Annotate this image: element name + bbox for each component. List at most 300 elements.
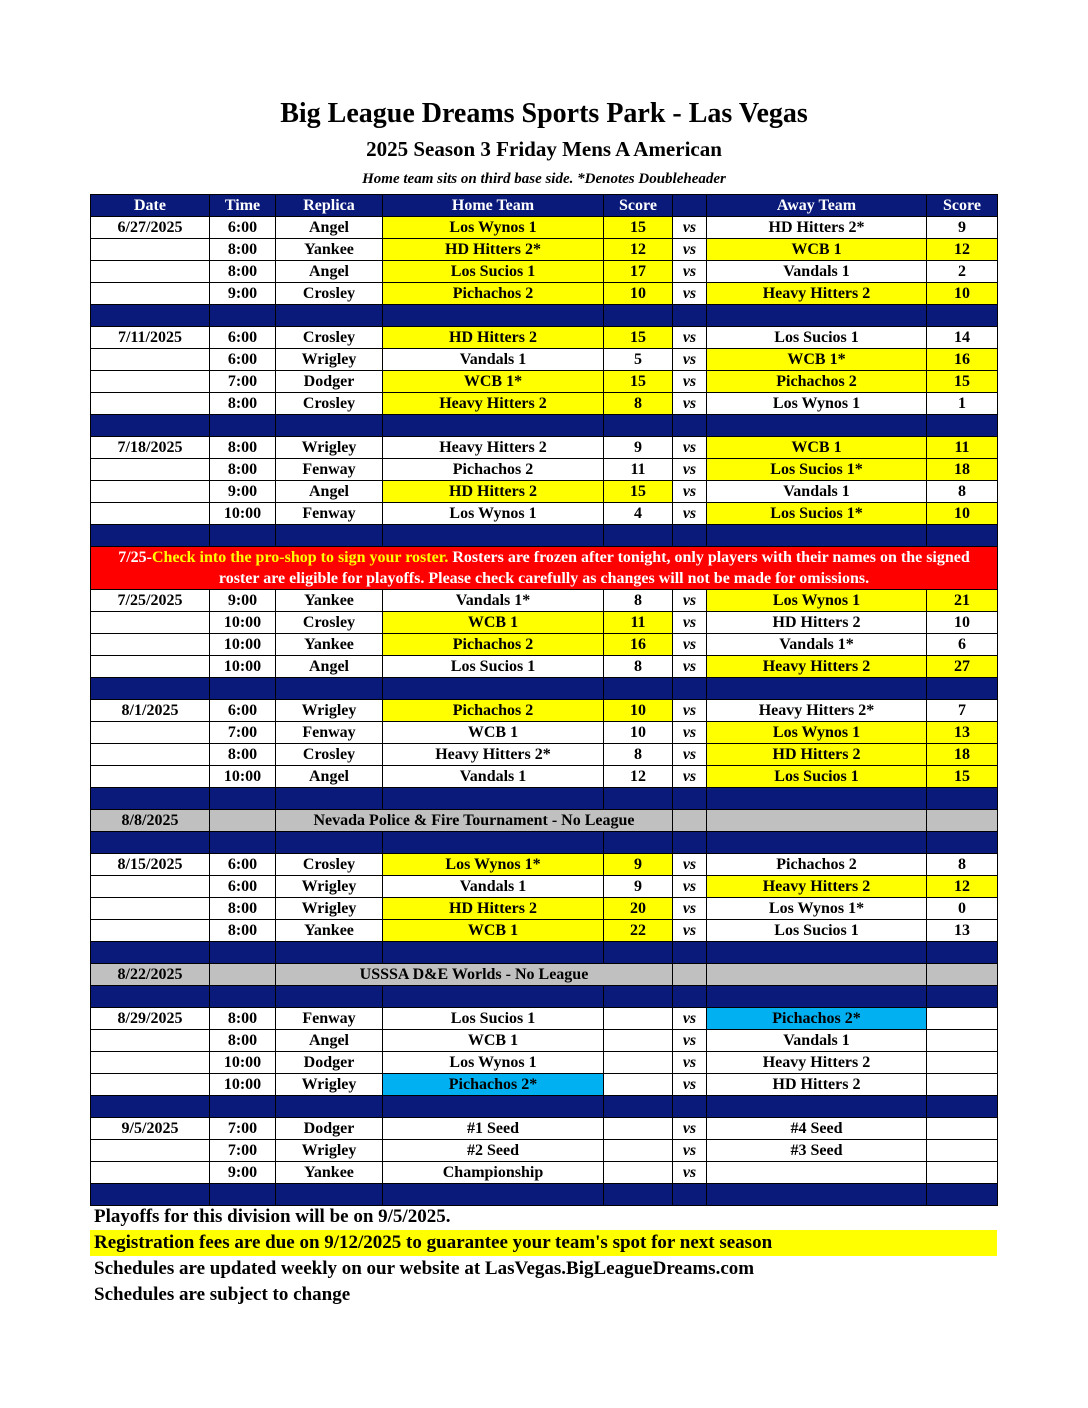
time-cell: 9:00 — [210, 590, 276, 612]
replica-field-cell: Angel — [276, 656, 383, 678]
week-separator-row — [91, 942, 998, 964]
away-team-cell: Los Wynos 1* — [707, 898, 927, 920]
time-cell: 10:00 — [210, 656, 276, 678]
separator-cell — [383, 788, 604, 810]
separator-cell — [673, 942, 707, 964]
away-score-cell: 12 — [927, 876, 998, 898]
home-score-cell — [604, 1074, 673, 1096]
separator-cell — [604, 1096, 673, 1118]
away-team-cell: Vandals 1 — [707, 1030, 927, 1052]
home-score-cell: 16 — [604, 634, 673, 656]
week-separator-row — [91, 415, 998, 437]
replica-field-cell: Wrigley — [276, 876, 383, 898]
home-team-cell: HD Hitters 2* — [383, 239, 604, 261]
game-row — [91, 1008, 998, 1030]
home-score-cell: 15 — [604, 371, 673, 393]
away-team-cell: Los Sucios 1 — [707, 766, 927, 788]
away-score-cell — [927, 1162, 998, 1184]
separator-cell — [604, 305, 673, 327]
away-team-cell: Los Sucios 1* — [707, 503, 927, 525]
home-score-cell: 8 — [604, 393, 673, 415]
away-score-cell: 9 — [927, 217, 998, 239]
separator-cell — [91, 986, 210, 1008]
replica-field-cell: Wrigley — [276, 898, 383, 920]
home-score-cell: 12 — [604, 239, 673, 261]
separator-cell — [276, 832, 383, 854]
home-team-cell: #2 Seed — [383, 1140, 604, 1162]
separator-cell — [604, 942, 673, 964]
week-separator-row — [91, 788, 998, 810]
away-score-cell: 10 — [927, 612, 998, 634]
week-separator-row — [91, 1096, 998, 1118]
replica-field-cell: Wrigley — [276, 437, 383, 459]
home-team-cell: WCB 1 — [383, 722, 604, 744]
time-cell — [210, 810, 276, 832]
time-cell: 10:00 — [210, 766, 276, 788]
replica-field-cell: Yankee — [276, 590, 383, 612]
separator-cell — [604, 832, 673, 854]
separator-cell — [604, 525, 673, 547]
away-score-cell — [927, 1030, 998, 1052]
footer-line: Schedules are updated weekly on our website at LasVegas.BigLeagueDreams.com — [94, 1258, 755, 1279]
vs-cell: vs — [673, 437, 707, 459]
home-score-cell: 8 — [604, 744, 673, 766]
game-row — [91, 1074, 998, 1096]
separator-cell — [927, 942, 998, 964]
date-cell: 7/25/2025 — [91, 590, 210, 612]
time-cell: 7:00 — [210, 1140, 276, 1162]
time-cell: 9:00 — [210, 283, 276, 305]
home-team-cell: Los Wynos 1 — [383, 1052, 604, 1074]
away-score-cell: 12 — [927, 239, 998, 261]
vs-cell: vs — [673, 283, 707, 305]
home-team-cell: Heavy Hitters 2* — [383, 744, 604, 766]
away-team-cell: Vandals 1 — [707, 481, 927, 503]
vs-cell: vs — [673, 239, 707, 261]
away-team-cell: Los Sucios 1 — [707, 920, 927, 942]
separator-cell — [276, 678, 383, 700]
away-score-cell: 11 — [927, 437, 998, 459]
away-team-cell: Heavy Hitters 2 — [707, 1052, 927, 1074]
schedule-table — [90, 194, 998, 1206]
separator-cell — [673, 986, 707, 1008]
game-row — [91, 481, 998, 503]
vs-cell: vs — [673, 854, 707, 876]
vs-cell: vs — [673, 1074, 707, 1096]
away-score-cell: 10 — [927, 283, 998, 305]
game-row — [91, 1118, 998, 1140]
time-cell: 10:00 — [210, 503, 276, 525]
game-row — [91, 920, 998, 942]
away-score-cell: 15 — [927, 371, 998, 393]
separator-cell — [276, 525, 383, 547]
date-cell — [91, 349, 210, 371]
date-cell: 7/11/2025 — [91, 327, 210, 349]
separator-cell — [383, 986, 604, 1008]
time-cell: 7:00 — [210, 722, 276, 744]
separator-cell — [707, 305, 927, 327]
away-score-cell: 7 — [927, 700, 998, 722]
time-cell: 8:00 — [210, 920, 276, 942]
away-score-cell — [927, 1008, 998, 1030]
separator-cell — [383, 305, 604, 327]
home-score-cell: 15 — [604, 327, 673, 349]
time-cell: 7:00 — [210, 371, 276, 393]
away-team-cell: Pichachos 2 — [707, 854, 927, 876]
separator-cell — [91, 415, 210, 437]
replica-field-cell: Wrigley — [276, 1074, 383, 1096]
vs-cell: vs — [673, 1162, 707, 1184]
separator-cell — [604, 678, 673, 700]
separator-cell — [276, 942, 383, 964]
home-score-cell: 15 — [604, 217, 673, 239]
home-score-cell — [604, 1052, 673, 1074]
away-score-cell: 18 — [927, 459, 998, 481]
separator-cell — [276, 1096, 383, 1118]
separator-cell — [673, 832, 707, 854]
away-team-cell: Los Sucios 1* — [707, 459, 927, 481]
date-cell: 8/29/2025 — [91, 1008, 210, 1030]
home-score-cell: 9 — [604, 876, 673, 898]
date-cell — [91, 722, 210, 744]
time-cell: 8:00 — [210, 1008, 276, 1030]
date-cell — [91, 283, 210, 305]
time-cell: 6:00 — [210, 327, 276, 349]
date-cell: 8/15/2025 — [91, 854, 210, 876]
home-team-cell: Los Wynos 1 — [383, 503, 604, 525]
separator-cell — [707, 1096, 927, 1118]
footer-line: Playoffs for this division will be on 9/5/2025. — [94, 1206, 451, 1227]
game-row — [91, 634, 998, 656]
game-row — [91, 1030, 998, 1052]
replica-field-cell: Dodger — [276, 371, 383, 393]
away-score-cell: 10 — [927, 503, 998, 525]
home-team-cell: Los Wynos 1* — [383, 854, 604, 876]
game-row — [91, 349, 998, 371]
home-score-cell: 15 — [604, 481, 673, 503]
home-score-cell — [604, 1008, 673, 1030]
week-separator-row — [91, 1184, 998, 1206]
away-team-cell: Pichachos 2 — [707, 371, 927, 393]
separator-cell — [210, 942, 276, 964]
home-score-cell: 10 — [604, 700, 673, 722]
away-score-cell: 8 — [927, 854, 998, 876]
separator-cell — [383, 678, 604, 700]
date-cell: 9/5/2025 — [91, 1118, 210, 1140]
away-score-cell: 13 — [927, 920, 998, 942]
game-row — [91, 393, 998, 415]
home-team-cell: HD Hitters 2 — [383, 327, 604, 349]
game-row — [91, 854, 998, 876]
separator-cell — [210, 1184, 276, 1206]
week-separator-row — [91, 678, 998, 700]
home-team-cell: #1 Seed — [383, 1118, 604, 1140]
date-cell: 6/27/2025 — [91, 217, 210, 239]
vs-cell: vs — [673, 744, 707, 766]
separator-cell — [707, 942, 927, 964]
home-team-cell: Vandals 1 — [383, 349, 604, 371]
home-team-cell: Los Sucios 1 — [383, 261, 604, 283]
week-separator-row — [91, 832, 998, 854]
replica-field-cell: Crosley — [276, 393, 383, 415]
replica-field-cell: Angel — [276, 481, 383, 503]
date-cell: 8/22/2025 — [91, 964, 210, 986]
separator-cell — [91, 1096, 210, 1118]
time-cell: 7:00 — [210, 1118, 276, 1140]
date-cell — [91, 1030, 210, 1052]
game-row — [91, 612, 998, 634]
roster-notice-row — [91, 547, 998, 590]
away-score-cell: 16 — [927, 349, 998, 371]
separator-cell — [927, 415, 998, 437]
away-score-cell: 15 — [927, 766, 998, 788]
away-team-cell: Heavy Hitters 2* — [707, 700, 927, 722]
separator-cell — [707, 525, 927, 547]
vs-cell: vs — [673, 349, 707, 371]
separator-cell — [276, 1184, 383, 1206]
table-header-row — [91, 195, 998, 217]
replica-field-cell: Crosley — [276, 854, 383, 876]
away-team-cell: HD Hitters 2 — [707, 744, 927, 766]
away-team-cell: Los Wynos 1 — [707, 393, 927, 415]
column-header-away-score: Score — [927, 195, 998, 217]
separator-cell — [707, 832, 927, 854]
away-score-cell: 21 — [927, 590, 998, 612]
replica-field-cell: Fenway — [276, 1008, 383, 1030]
away-score-cell: 1 — [927, 393, 998, 415]
vs-cell: vs — [673, 261, 707, 283]
separator-cell — [276, 788, 383, 810]
time-cell: 8:00 — [210, 744, 276, 766]
week-separator-row — [91, 305, 998, 327]
time-cell: 10:00 — [210, 1052, 276, 1074]
separator-cell — [276, 986, 383, 1008]
separator-cell — [927, 1096, 998, 1118]
replica-field-cell: Angel — [276, 766, 383, 788]
separator-cell — [673, 788, 707, 810]
time-cell: 8:00 — [210, 437, 276, 459]
away-score-cell: 0 — [927, 898, 998, 920]
time-cell: 6:00 — [210, 876, 276, 898]
date-cell — [91, 393, 210, 415]
separator-cell — [927, 1184, 998, 1206]
time-cell: 10:00 — [210, 1074, 276, 1096]
separator-cell — [210, 986, 276, 1008]
home-team-cell: HD Hitters 2 — [383, 481, 604, 503]
away-score-cell: 6 — [927, 634, 998, 656]
home-team-cell: Vandals 1 — [383, 766, 604, 788]
separator-cell — [91, 678, 210, 700]
separator-cell — [673, 415, 707, 437]
vs-cell: vs — [673, 766, 707, 788]
separator-cell — [91, 942, 210, 964]
away-team-cell: WCB 1* — [707, 349, 927, 371]
home-team-cell: Pichachos 2 — [383, 283, 604, 305]
separator-cell — [91, 305, 210, 327]
separator-cell — [91, 525, 210, 547]
home-score-cell — [604, 1118, 673, 1140]
replica-field-cell: Dodger — [276, 1118, 383, 1140]
away-team-cell: Los Wynos 1 — [707, 590, 927, 612]
separator-cell — [707, 678, 927, 700]
replica-field-cell: Fenway — [276, 503, 383, 525]
no-league-event: USSSA D&E Worlds - No League — [276, 964, 673, 986]
separator-cell — [927, 525, 998, 547]
vs-cell: vs — [673, 700, 707, 722]
no-league-row — [91, 810, 998, 832]
away-team-cell: #3 Seed — [707, 1140, 927, 1162]
game-row — [91, 1140, 998, 1162]
separator-cell — [604, 788, 673, 810]
replica-field-cell: Crosley — [276, 327, 383, 349]
away-team-cell: Pichachos 2* — [707, 1008, 927, 1030]
column-header-time: Time — [210, 195, 276, 217]
away-team-cell: WCB 1 — [707, 239, 927, 261]
date-cell — [91, 744, 210, 766]
game-row — [91, 700, 998, 722]
replica-field-cell: Fenway — [276, 459, 383, 481]
time-cell — [210, 964, 276, 986]
game-row — [91, 459, 998, 481]
separator-cell — [383, 1096, 604, 1118]
column-header-home-team: Home Team — [383, 195, 604, 217]
column-header-away-team: Away Team — [707, 195, 927, 217]
time-cell: 9:00 — [210, 481, 276, 503]
date-cell — [91, 898, 210, 920]
away-score-cell: 2 — [927, 261, 998, 283]
home-score-cell: 22 — [604, 920, 673, 942]
time-cell: 8:00 — [210, 1030, 276, 1052]
game-row — [91, 1052, 998, 1074]
separator-cell — [383, 525, 604, 547]
home-team-cell: WCB 1 — [383, 612, 604, 634]
replica-field-cell: Angel — [276, 261, 383, 283]
vs-cell: vs — [673, 722, 707, 744]
away-team-cell: HD Hitters 2 — [707, 612, 927, 634]
time-cell: 8:00 — [210, 239, 276, 261]
schedule-body — [91, 217, 998, 1206]
vs-cell: vs — [673, 217, 707, 239]
time-cell: 6:00 — [210, 349, 276, 371]
away-score-cell: 13 — [927, 722, 998, 744]
away-team-cell: HD Hitters 2* — [707, 217, 927, 239]
replica-field-cell: Yankee — [276, 920, 383, 942]
game-row — [91, 217, 998, 239]
vs-cell: vs — [673, 920, 707, 942]
footer-line: Registration fees are due on 9/12/2025 to guarantee your team's spot for next season — [90, 1230, 997, 1256]
roster-notice — [91, 547, 998, 590]
separator-cell — [383, 1184, 604, 1206]
time-cell: 10:00 — [210, 612, 276, 634]
vs-cell: vs — [673, 1140, 707, 1162]
home-team-cell: Los Sucios 1 — [383, 1008, 604, 1030]
date-cell — [91, 503, 210, 525]
game-row — [91, 327, 998, 349]
game-row — [91, 876, 998, 898]
vs-cell — [673, 964, 707, 986]
separator-cell — [673, 1184, 707, 1206]
separator-cell — [210, 415, 276, 437]
vs-cell — [673, 810, 707, 832]
replica-field-cell: Wrigley — [276, 349, 383, 371]
vs-cell: vs — [673, 481, 707, 503]
home-team-cell: Heavy Hitters 2 — [383, 393, 604, 415]
week-separator-row — [91, 986, 998, 1008]
replica-field-cell: Wrigley — [276, 700, 383, 722]
home-score-cell: 20 — [604, 898, 673, 920]
date-cell — [91, 481, 210, 503]
date-cell — [91, 766, 210, 788]
separator-cell — [210, 678, 276, 700]
time-cell: 8:00 — [210, 459, 276, 481]
separator-cell — [673, 525, 707, 547]
away-team-cell: HD Hitters 2 — [707, 1074, 927, 1096]
time-cell: 6:00 — [210, 700, 276, 722]
replica-field-cell: Dodger — [276, 1052, 383, 1074]
date-cell — [91, 1052, 210, 1074]
footer-line: Schedules are subject to change — [94, 1284, 351, 1305]
time-cell: 6:00 — [210, 854, 276, 876]
home-team-note: Home team sits on third base side. *Denotes Doubleheader — [362, 171, 726, 187]
away-score-cell — [927, 810, 998, 832]
home-score-cell — [604, 1162, 673, 1184]
date-cell — [91, 876, 210, 898]
vs-cell: vs — [673, 1008, 707, 1030]
away-score-cell: 14 — [927, 327, 998, 349]
vs-cell: vs — [673, 898, 707, 920]
game-row — [91, 744, 998, 766]
away-score-cell: 27 — [927, 656, 998, 678]
separator-cell — [383, 832, 604, 854]
vs-cell: vs — [673, 503, 707, 525]
game-row — [91, 503, 998, 525]
replica-field-cell: Angel — [276, 217, 383, 239]
game-row — [91, 371, 998, 393]
game-row — [91, 766, 998, 788]
separator-cell — [210, 525, 276, 547]
game-row — [91, 898, 998, 920]
away-team-cell: Heavy Hitters 2 — [707, 656, 927, 678]
separator-cell — [927, 832, 998, 854]
date-cell — [91, 261, 210, 283]
away-score-cell: 18 — [927, 744, 998, 766]
notice-date: 7/25- — [118, 549, 152, 566]
date-cell — [91, 459, 210, 481]
separator-cell — [673, 1096, 707, 1118]
vs-cell: vs — [673, 371, 707, 393]
away-team-cell: Vandals 1* — [707, 634, 927, 656]
separator-cell — [210, 305, 276, 327]
time-cell: 8:00 — [210, 898, 276, 920]
away-score-cell — [927, 1074, 998, 1096]
replica-field-cell: Yankee — [276, 239, 383, 261]
away-team-cell: Heavy Hitters 2 — [707, 283, 927, 305]
separator-cell — [210, 1096, 276, 1118]
separator-cell — [91, 832, 210, 854]
away-team-cell: Los Wynos 1 — [707, 722, 927, 744]
separator-cell — [210, 832, 276, 854]
away-team-cell: Vandals 1 — [707, 261, 927, 283]
vs-cell: vs — [673, 1030, 707, 1052]
away-score-cell — [927, 1140, 998, 1162]
home-team-cell: Vandals 1* — [383, 590, 604, 612]
date-cell — [91, 1140, 210, 1162]
away-team-cell: Heavy Hitters 2 — [707, 876, 927, 898]
away-team-cell — [707, 1162, 927, 1184]
away-score-cell — [927, 964, 998, 986]
separator-cell — [673, 678, 707, 700]
away-score-cell: 8 — [927, 481, 998, 503]
